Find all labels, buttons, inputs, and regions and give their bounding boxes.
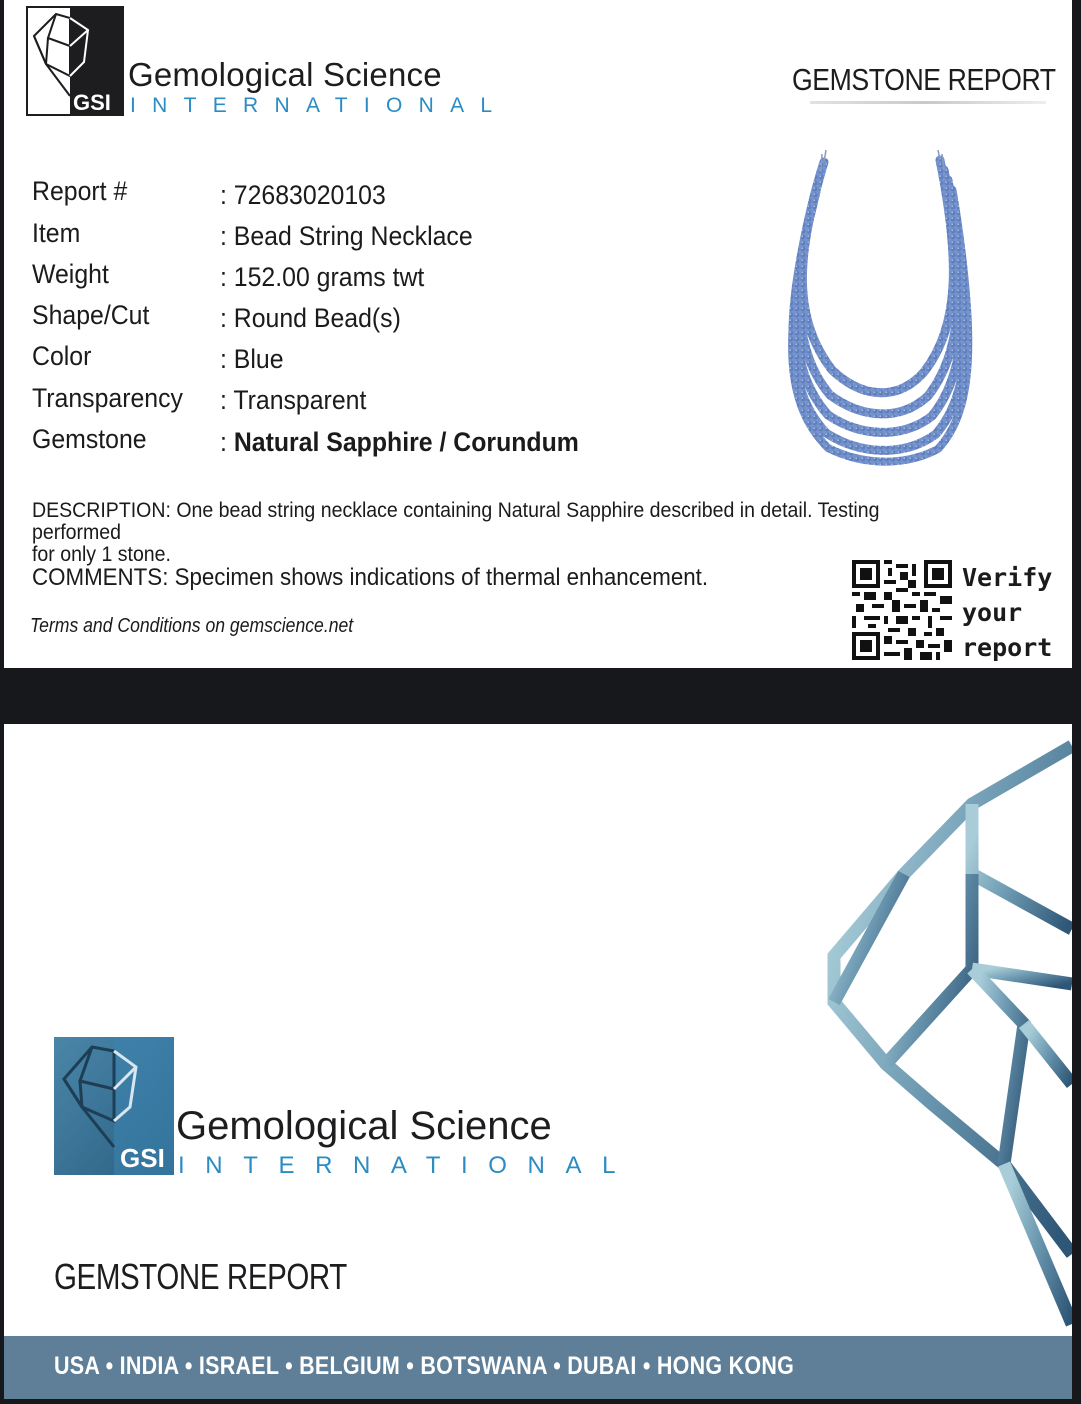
gemstone-name-1: Natural Sapphire <box>233 427 433 457</box>
gsi-logo-icon <box>54 1037 174 1175</box>
field-label-weight: Weight <box>32 259 109 289</box>
field-value-gemstone: : Natural Sapphire / Corundum <box>220 427 579 457</box>
field-label-shape-cut: Shape/Cut <box>32 300 150 330</box>
report-title: GEMSTONE REPORT <box>54 1256 347 1297</box>
field-value-weight: : 152.00 grams twt <box>220 262 425 292</box>
field-value-transparency: : Transparent <box>220 385 367 415</box>
company-subtitle: INTERNATIONAL <box>178 1152 637 1179</box>
svg-text:GSI: GSI <box>120 1143 165 1173</box>
locations-text: USA • INDIA • ISRAEL • BELGIUM • BOTSWANA • DUBAI • HONG KONG <box>54 1352 795 1380</box>
locations-footer <box>4 1336 1072 1399</box>
terms-link[interactable]: Terms and Conditions on gemscience.net <box>30 615 354 637</box>
field-value-shape-cut: : Round Bead(s) <box>220 303 401 333</box>
verify-report-link[interactable]: Verify your report <box>962 563 1053 662</box>
field-label-color: Color <box>32 341 92 371</box>
gemstone-name-2: Corundum <box>453 427 579 457</box>
field-value-color: : Blue <box>220 344 284 374</box>
svg-text:GSI: GSI <box>73 90 111 115</box>
comments: COMMENTS: Specimen shows indications of thermal enhancement. <box>32 564 709 591</box>
report-card-back <box>4 724 1072 1399</box>
field-label-report-number: Report # <box>32 176 128 206</box>
report-card-front <box>4 0 1072 668</box>
qr-code-icon[interactable] <box>852 560 952 660</box>
company-name: Gemological Science <box>176 1104 552 1148</box>
field-value-item: : Bead String Necklace <box>220 221 473 251</box>
diamond-graphic <box>804 724 1072 1334</box>
company-subtitle: INTERNATIONAL <box>130 94 509 117</box>
description: DESCRIPTION: One bead string necklace containing Natural Sapphire described in detail. Testing performed for only 1 stone. <box>32 499 880 566</box>
field-label-transparency: Transparency <box>32 383 183 413</box>
title-underline <box>810 101 1046 104</box>
gsi-logo-icon <box>26 6 124 116</box>
report-title: GEMSTONE REPORT <box>792 62 1056 97</box>
field-value-report-number: : 72683020103 <box>220 180 386 210</box>
field-label-item: Item <box>32 218 81 248</box>
field-label-gemstone: Gemstone <box>32 424 147 454</box>
company-name: Gemological Science <box>128 56 442 93</box>
necklace-photo <box>764 150 984 470</box>
